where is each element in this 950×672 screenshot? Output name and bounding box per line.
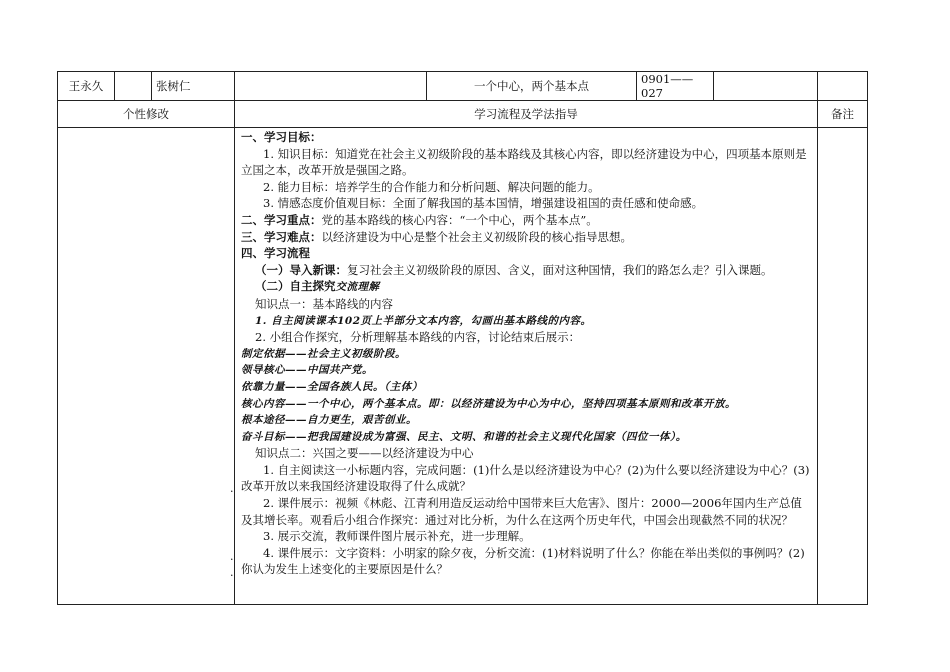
margin-mark-1: . [230, 482, 234, 495]
knowledge-point-2-title: 知识点二：兴国之要——以经济建设为中心 [255, 446, 474, 461]
objective-ability: 2. 能力目标：培养学生的合作能力和分析问题、解决问题的能力。 [263, 179, 600, 194]
section-objectives-title: 一、学习目标： [241, 130, 322, 144]
personal-edit-header: 个性修改 [58, 101, 235, 128]
k2-step-3: 3. 展示交流，教师课件图片展示补充，进一步理解。 [263, 529, 531, 544]
author-2: 张树仁 [152, 72, 235, 101]
objective-emotion: 3. 情感态度价值观目标：全面了解我国的基本国情，增强建设祖国的责任感和使命感。 [263, 196, 704, 211]
lesson-topic: 一个中心，两个基本点 [427, 72, 637, 101]
notes-header: 备注 [818, 101, 868, 128]
notes-column [818, 128, 868, 605]
header-blank-3 [818, 72, 868, 101]
header-blank-1 [235, 72, 427, 101]
knowledge-point-1-title: 知识点一：基本路线的内容 [255, 296, 393, 311]
intro-new-lesson: （一）导入新课：复习社会主义初级阶段的原因、含义，面对这种国情，我们的路怎么走？引入课题。 [255, 262, 773, 277]
k2-step-2: 2. 课件展示：视频《林彪、江青利用造反运动给中国带来巨大危害》、图片：2000—2006年国内生产总值及其增长率。观看后小组合作探究：通过对比分析，为什么在这两个历史年代，中国会出现截然不同的状况？ [241, 496, 802, 527]
self-inquiry-title: （二）自主探究交流理解 [255, 279, 380, 294]
k1-core: 核心内容——一个中心，两个基本点。即：以经济建设为中心为中心，坚持四项基本原则和改革开放。 [241, 397, 736, 410]
k1-force: 依靠力量——全国各族人民。（主体） [241, 380, 423, 393]
lesson-plan-table [57, 71, 868, 605]
k1-leadership: 领导核心——中国共产党。 [241, 364, 373, 377]
k1-goal: 奋斗目标——把我国建设成为富强、民主、文明、和谐的社会主义现代化国家（四位一体）。 [241, 430, 687, 443]
k1-step-1: 1. 自主阅读课本102页上半部分文本内容，勾画出基本路线的内容。 [255, 314, 592, 327]
section-difficulty: 三、学习难点：以经济建设为中心是整个社会主义初级阶段的核心指导思想。 [241, 229, 632, 244]
section-key-points: 二、学习重点：党的基本路线的核心内容：“一个中心，两个基本点”。 [241, 212, 598, 227]
section-process-title: 四、学习流程 [241, 246, 310, 261]
objective-knowledge: 1. 知识目标：知道党在社会主义初级阶段的基本路线及其核心内容，即以经济建设为中心，四项基本原则是立国之本，改革开放是强国之路。 [241, 146, 807, 178]
k1-basis: 制定依据——社会主义初级阶段。 [241, 347, 406, 360]
header-row [58, 72, 868, 101]
k1-path: 根本途径——自力更生，艰苦创业。 [241, 414, 417, 427]
margin-mark-2: . [230, 550, 234, 563]
k2-step-1: 1. 自主阅读这一小标题内容，完成问题：(1)什么是以经济建设为中心？(2)为什么要以经济建设为中心？(3)改革开放以来我国经济建设取得了什么成就？ [241, 462, 810, 494]
k2-step-4: 4. 课件展示：文字资料：小明家的除夕夜，分析交流：(1)材料说明了什么？你能在举出类似的事例吗？(2)你认为发生上述变化的主要原因是什么？ [241, 545, 805, 577]
personal-edit-column [58, 128, 235, 605]
author-1: 王永久 [58, 72, 115, 101]
body-row [58, 128, 868, 605]
lesson-code: 0901——027 [637, 72, 714, 101]
header-blank-2 [714, 72, 818, 101]
header-blank-a [115, 72, 152, 101]
margin-mark-3: . [230, 566, 234, 579]
learning-process-header: 学习流程及学法指导 [235, 101, 818, 128]
learning-process-content [235, 128, 818, 605]
k1-step-2: 2. 小组合作探究，分析理解基本路线的内容，讨论结束后展示： [255, 330, 581, 345]
column-header-row [58, 101, 868, 128]
